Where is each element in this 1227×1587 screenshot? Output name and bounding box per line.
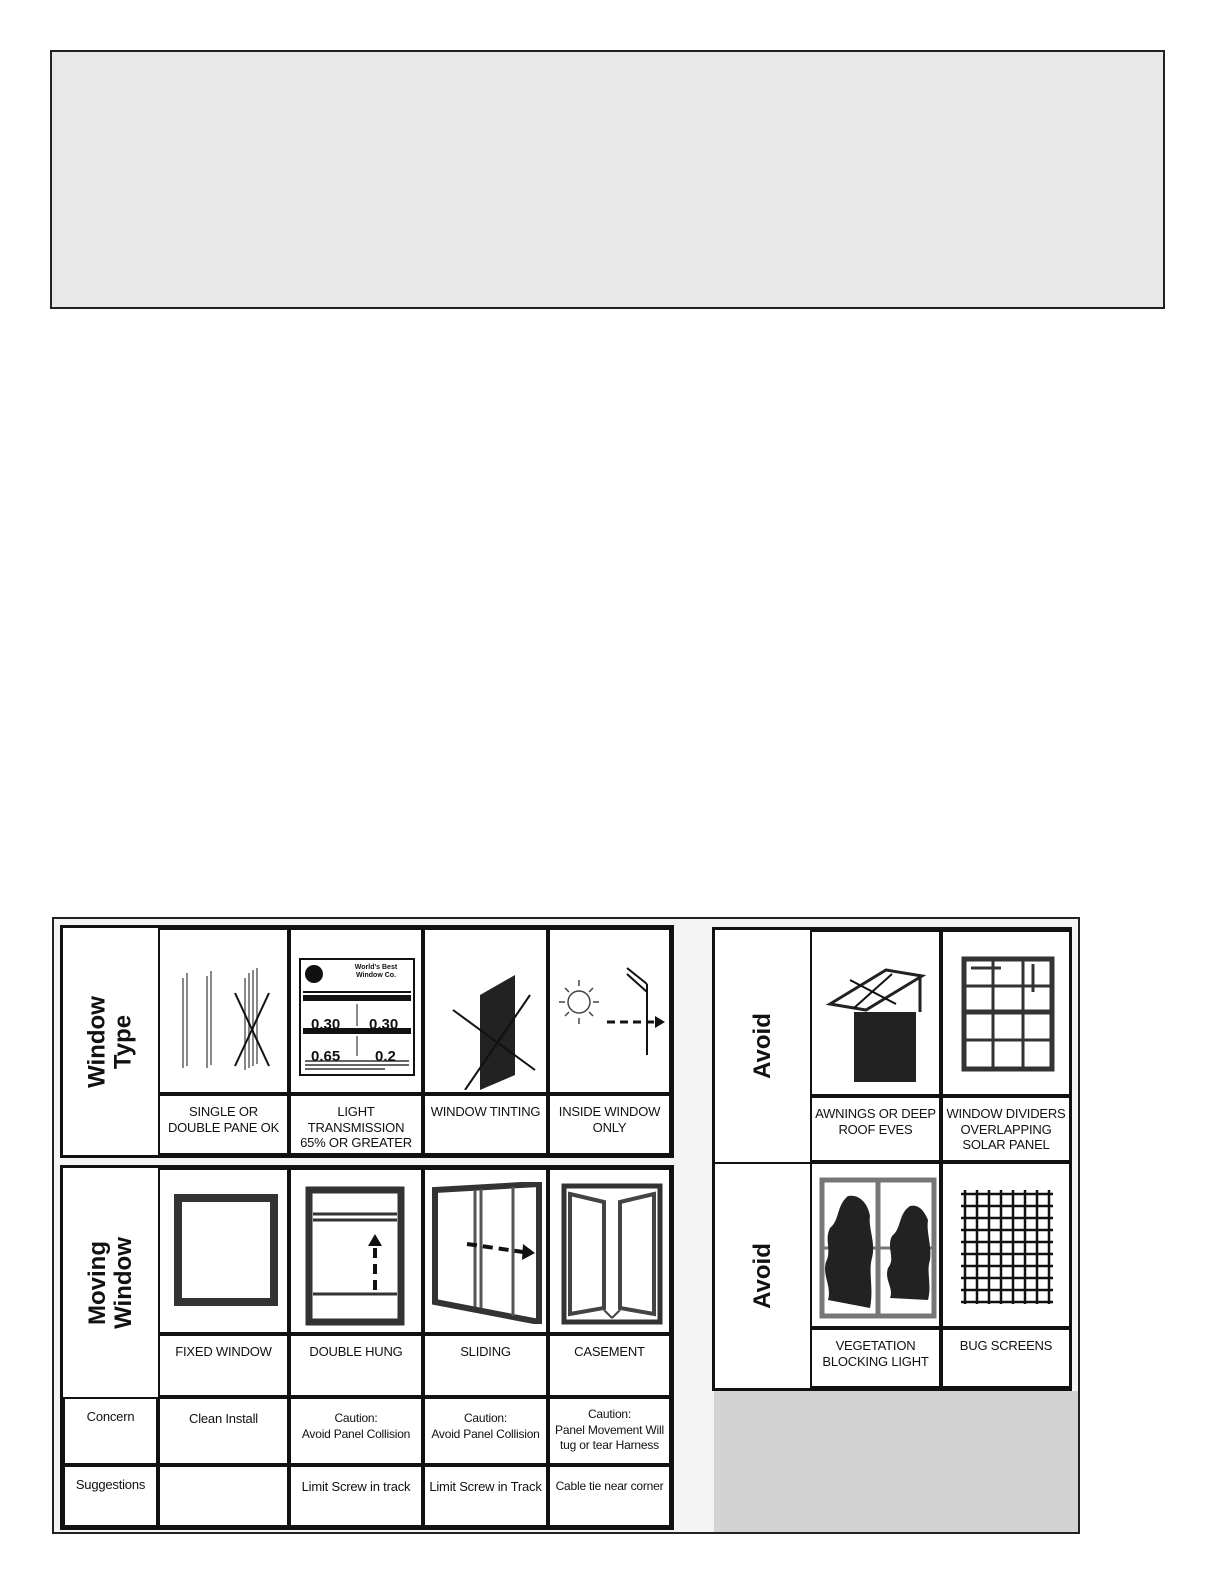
header-box — [50, 50, 1165, 309]
vegetation-cell — [810, 1162, 941, 1328]
concern-fixed: Clean Install — [158, 1397, 289, 1465]
suggestion-fixed — [158, 1465, 289, 1527]
inside-window-label: INSIDE WINDOW ONLY — [548, 1094, 671, 1155]
tree-window-icon — [818, 1176, 938, 1320]
concern-double-hung: Caution: Avoid Panel Collision — [289, 1397, 423, 1465]
window-type-header: Window Type — [83, 995, 137, 1088]
vegetation-label: VEGETATION BLOCKING LIGHT — [810, 1328, 941, 1388]
window-dividers-label: WINDOW DIVIDERS OVERLAPPING SOLAR PANEL — [941, 1096, 1071, 1162]
sliding-window-icon — [431, 1182, 543, 1324]
sliding-cell — [423, 1168, 548, 1334]
tinted-pane-icon — [435, 940, 540, 1090]
casement-cell — [548, 1168, 671, 1334]
double-hung-label: DOUBLE HUNG — [289, 1334, 423, 1397]
suggestion-casement: Cable tie near corner — [548, 1465, 671, 1527]
fixed-window-cell — [158, 1168, 289, 1334]
suggestion-double-hung: Limit Screw in track — [289, 1465, 423, 1527]
moving-window-panel — [60, 1165, 674, 1530]
awnings-cell — [810, 930, 941, 1096]
window-dividers-icon — [961, 956, 1055, 1072]
window-dividers-cell — [941, 930, 1071, 1096]
sliding-label: SLIDING — [423, 1334, 548, 1397]
suggestions-header: Suggestions — [63, 1465, 158, 1527]
double-hung-cell — [289, 1168, 423, 1334]
avoid-header-2: Avoid — [715, 1162, 810, 1388]
window-tinting-cell — [423, 928, 548, 1094]
energy-label-vt: 0.65 — [311, 1048, 341, 1065]
casement-label: CASEMENT — [548, 1334, 671, 1397]
grey-shaded-block — [714, 1391, 1078, 1532]
light-transmission-label: LIGHT TRANSMISSION 65% OR GREATER — [289, 1094, 423, 1155]
awnings-label: AWNINGS OR DEEP ROOF EVES — [810, 1096, 941, 1162]
concern-sliding: Caution: Avoid Panel Collision — [423, 1397, 548, 1465]
bug-screen-icon — [957, 1186, 1057, 1306]
inside-window-cell — [548, 928, 671, 1094]
avoid-header-1: Avoid — [748, 1013, 776, 1079]
light-transmission-cell — [289, 928, 423, 1094]
casement-window-icon — [560, 1182, 664, 1326]
fixed-window-icon — [174, 1194, 278, 1306]
single-double-pane-cell — [158, 928, 289, 1094]
single-double-pane-label: SINGLE OR DOUBLE PANE OK — [158, 1094, 289, 1155]
suggestion-sliding: Limit Screw in Track — [423, 1465, 548, 1527]
window-tinting-label: WINDOW TINTING — [423, 1094, 548, 1155]
double-hung-window-icon — [305, 1186, 405, 1326]
sun-window-icon — [555, 960, 670, 1070]
bug-screens-cell — [941, 1162, 1071, 1328]
awning-icon — [826, 950, 930, 1088]
glass-panes-icon — [165, 938, 283, 1088]
energy-label-shgc: 0.30 — [369, 1016, 399, 1033]
fixed-window-label: FIXED WINDOW — [158, 1334, 289, 1397]
energy-label-company: World's Best Window Co. — [354, 964, 398, 979]
concern-casement: Caution: Panel Movement Will tug or tear Harness — [548, 1397, 671, 1465]
energy-label-u-factor: 0.30 — [311, 1016, 341, 1033]
bug-screens-label: BUG SCREENS — [941, 1328, 1071, 1388]
energy-label-air-leakage: 0.2 — [375, 1048, 396, 1065]
moving-window-header: Moving Window — [83, 1236, 137, 1329]
window-guide-figure — [52, 917, 1080, 1534]
avoid-panel — [712, 927, 1072, 1391]
window-type-panel — [60, 925, 674, 1158]
concern-header: Concern — [63, 1397, 158, 1465]
